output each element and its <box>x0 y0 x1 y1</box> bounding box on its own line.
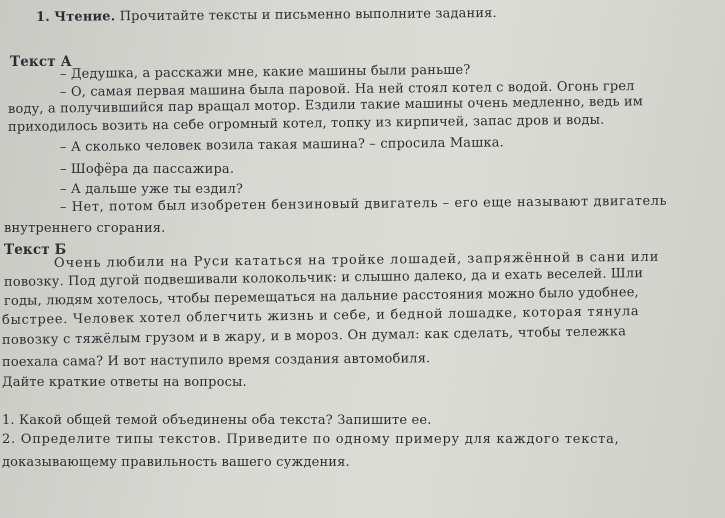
text-a-line: – Дедушка, а расскажи мне, какие машины были раньше? <box>59 62 471 82</box>
text-a-line: – Шофёра да пассажира. <box>60 162 235 177</box>
text-b-line: годы, людям хотелось, чтобы перемещаться на дальние расстояния можно было удобнее, <box>3 285 639 309</box>
text-b-line: быстрее. Человек хотел облегчить жизнь и себе, и бедной лошадке, которая тянула <box>1 304 640 328</box>
text-a-line: приходилось возить на себе огромный котел, топку из кирпичей, запас дров и воды. <box>7 112 605 135</box>
text-b-line: повозку. Под дугой подвешивали колокольчик: и слышно далеко, да и ехать веселей. Шли <box>3 266 644 290</box>
text-b-prompt: Дайте краткие ответы на вопросы. <box>2 375 247 390</box>
text-a-line: – Нет, потом был изобретен бензиновый двигатель – его еще называют двигатель <box>59 193 668 215</box>
question-2: 2. Определите типы текстов. Приведите по одному примеру для каждого текста, <box>2 432 620 447</box>
task-header <box>36 6 497 26</box>
task-instruction: Прочитайте тексты и письменно выполните задания. <box>119 5 497 25</box>
text-b-heading: Текст Б <box>4 242 67 258</box>
text-a-line: – А сколько человек возила такая машина? – спросила Машка. <box>59 135 504 155</box>
question-1: 1. Какой общей темой объединены оба текста? Запишите ее. <box>2 413 432 428</box>
text-b-line: повозку с тяжёлым грузом и в жару, и в мороз. Он думал: как сделать, чтобы тележка <box>1 324 627 348</box>
text-a-line: – О, самая первая машина была паровой. На ней стоял котел с водой. Огонь грел <box>59 78 635 100</box>
text-a-line: внутреннего сгорания. <box>4 221 166 236</box>
text-a-heading: Текст А <box>10 54 72 70</box>
text-a-line: воду, а получившийся пар вращал мотор. Ездили такие машины очень медленно, ведь им <box>7 94 644 117</box>
task-title: Чтение. <box>54 9 116 25</box>
text-b-line: Очень любили на Руси кататься на тройке лошадей, запряжённой в сани или <box>53 249 660 271</box>
text-b-line: поехала сама? И вот наступило время создания автомобиля. <box>1 351 431 370</box>
text-a-line: – А дальше уже ты ездил? <box>60 182 243 197</box>
question-2-continuation: доказывающему правильность вашего суждения. <box>2 455 350 470</box>
task-number: 1. <box>35 9 50 25</box>
